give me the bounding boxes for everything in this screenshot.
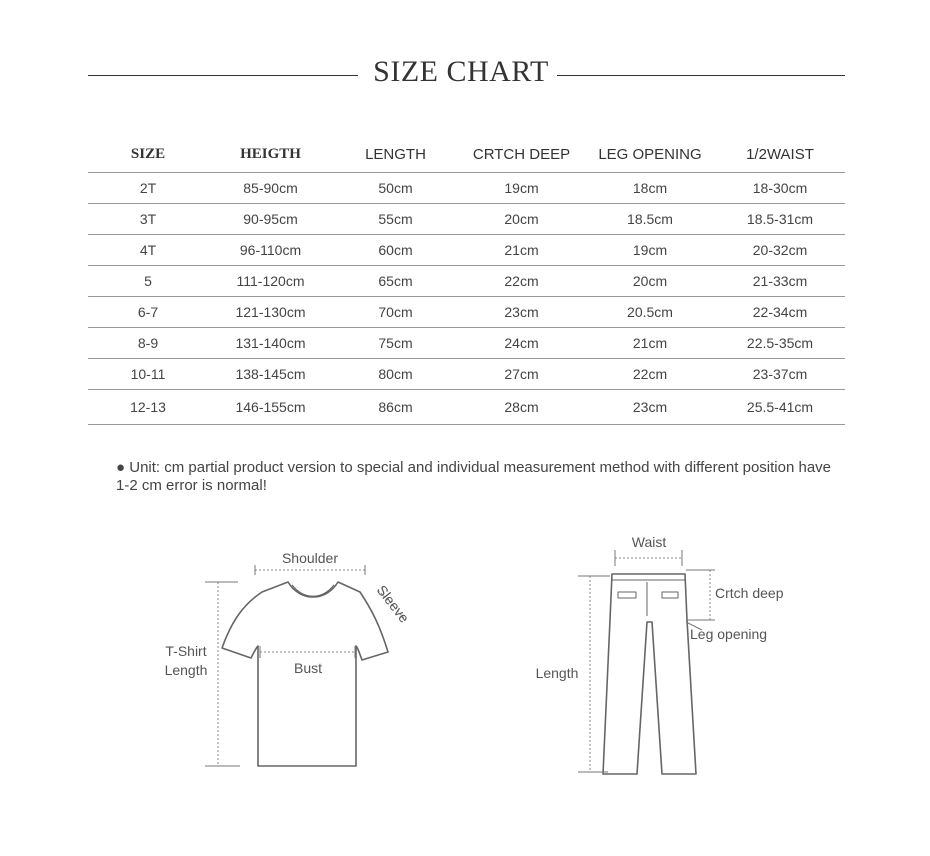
cell-crotch-deep: 22cm (458, 266, 585, 297)
cell-length: 80cm (333, 359, 458, 390)
cell-half-waist: 23-37cm (715, 359, 845, 390)
cell-size: 8-9 (88, 328, 208, 359)
header-height: HEIGTH (240, 146, 301, 162)
cell-height: 138-145cm (208, 359, 333, 390)
header-size: SIZE (130, 146, 166, 162)
size-chart-header (88, 55, 845, 95)
cell-leg-opening: 20.5cm (585, 297, 715, 328)
cell-crotch-deep: 19cm (458, 173, 585, 204)
cell-height: 121-130cm (208, 297, 333, 328)
table-row (88, 297, 845, 328)
cell-length: 86cm (333, 390, 458, 425)
cell-length: 50cm (333, 173, 458, 204)
cell-height: 96-110cm (208, 235, 333, 266)
cell-half-waist: 21-33cm (715, 266, 845, 297)
table-row (88, 173, 845, 204)
cell-crotch-deep: 28cm (458, 390, 585, 425)
cell-height: 111-120cm (208, 266, 333, 297)
cell-size: 4T (88, 235, 208, 266)
bust-label: Bust (293, 660, 323, 676)
page-title: SIZE CHART (373, 55, 549, 88)
cell-leg-opening: 19cm (585, 235, 715, 266)
cell-size: 10-11 (88, 359, 208, 390)
leg-opening-label: Leg opening (690, 626, 768, 642)
cell-leg-opening: 18cm (585, 173, 715, 204)
tshirt-length-label-line2: Length (164, 662, 208, 678)
header-half-waist: 1/2WAIST (746, 146, 814, 163)
table-row (88, 359, 845, 390)
cell-crotch-deep: 24cm (458, 328, 585, 359)
cell-half-waist: 22-34cm (715, 297, 845, 328)
cell-half-waist: 25.5-41cm (715, 390, 845, 425)
tshirt-length-label-line1: T-Shirt (165, 643, 207, 659)
table-row (88, 390, 845, 425)
cell-size: 5 (88, 266, 208, 297)
cell-half-waist: 18.5-31cm (715, 204, 845, 235)
cell-crotch-deep: 21cm (458, 235, 585, 266)
cell-size: 6-7 (88, 297, 208, 328)
measurement-diagram (150, 530, 790, 795)
cell-length: 75cm (333, 328, 458, 359)
measurement-note (116, 459, 846, 495)
cell-crotch-deep: 23cm (458, 297, 585, 328)
cell-crotch-deep: 20cm (458, 204, 585, 235)
cell-length: 60cm (333, 235, 458, 266)
table-row (88, 328, 845, 359)
title-divider-right (557, 75, 845, 76)
crotch-deep-label: Crtch deep (715, 585, 784, 601)
header-leg-opening: LEG OPENING (598, 146, 702, 163)
header-crotch-deep: CRTCH DEEP (472, 146, 571, 163)
cell-length: 70cm (333, 297, 458, 328)
cell-half-waist: 18-30cm (715, 173, 845, 204)
cell-size: 12-13 (88, 390, 208, 425)
note-text: Unit: cm partial product version to special and individual measurement method with different position have 1-2 cm error is normal! (116, 459, 831, 494)
cell-leg-opening: 23cm (585, 390, 715, 425)
pants-illustration-icon (603, 574, 696, 774)
table-header-row (88, 137, 845, 173)
cell-leg-opening: 20cm (585, 266, 715, 297)
cell-length: 65cm (333, 266, 458, 297)
cell-length: 55cm (333, 204, 458, 235)
size-table (88, 137, 845, 425)
waist-label: Waist (631, 534, 667, 550)
shoulder-label: Shoulder (281, 550, 339, 566)
cell-height: 131-140cm (208, 328, 333, 359)
sleeve-label: Sleeve (373, 581, 413, 626)
table-row (88, 235, 845, 266)
cell-size: 3T (88, 204, 208, 235)
table-row (88, 204, 845, 235)
cell-half-waist: 22.5-35cm (715, 328, 845, 359)
title-divider-left (88, 75, 358, 76)
cell-crotch-deep: 27cm (458, 359, 585, 390)
table-row (88, 266, 845, 297)
cell-height: 85-90cm (208, 173, 333, 204)
pants-length-label: Length (535, 665, 579, 681)
bullet-icon: ● (116, 459, 126, 476)
header-length: LENGTH (365, 146, 426, 163)
cell-leg-opening: 21cm (585, 328, 715, 359)
cell-leg-opening: 18.5cm (585, 204, 715, 235)
cell-half-waist: 20-32cm (715, 235, 845, 266)
cell-height: 90-95cm (208, 204, 333, 235)
cell-leg-opening: 22cm (585, 359, 715, 390)
cell-height: 146-155cm (208, 390, 333, 425)
cell-size: 2T (88, 173, 208, 204)
